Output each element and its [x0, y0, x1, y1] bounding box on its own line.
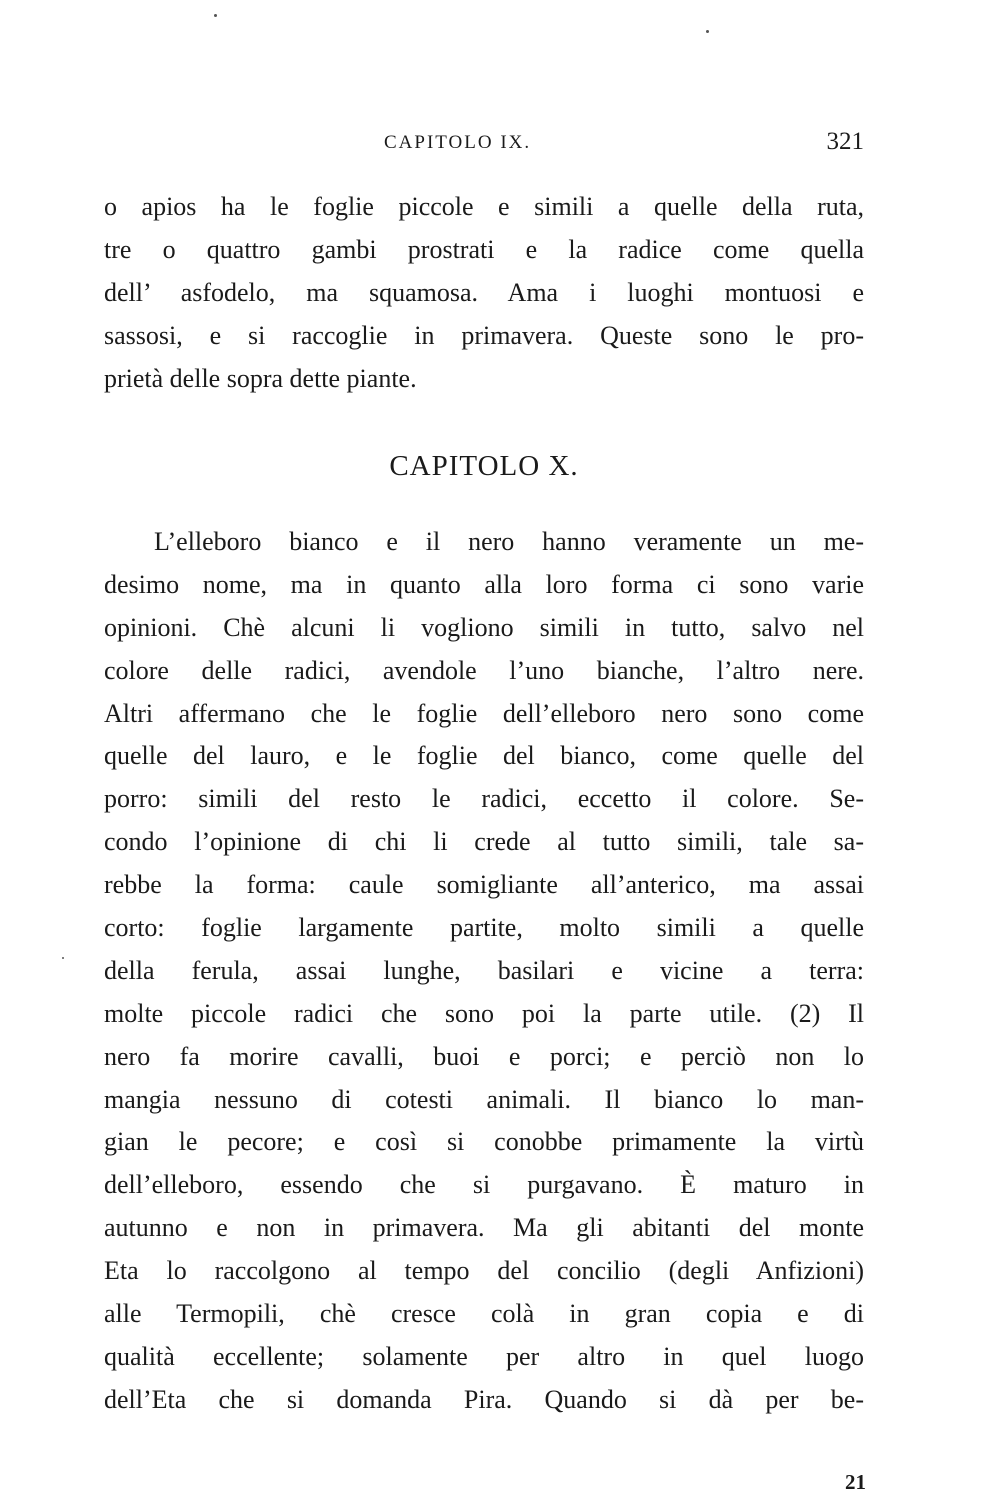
- text-line: tre o quattro gambi prostrati e la radice come quella: [104, 234, 864, 264]
- text-line: molte piccole radici che sono poi la parte utile. (2) Il: [104, 998, 864, 1028]
- paper-speck: [706, 30, 709, 33]
- text-line: colore delle radici, avendole l’uno bianche, l’altro nere.: [104, 655, 864, 685]
- text-line: Altri affermano che le foglie dell’elleboro nero sono come: [104, 698, 864, 728]
- text-line: qualità eccellente; solamente per altro in quel luogo: [104, 1341, 864, 1371]
- paragraph-main: [104, 521, 864, 1422]
- paragraph-continuation: [104, 186, 864, 400]
- text-line: quelle del lauro, e le foglie del bianco, come quelle del: [104, 741, 864, 771]
- text-line: mangia nessuno di cotesti animali. Il bianco lo man-: [104, 1084, 864, 1114]
- text-line: gian le pecore; e così si conobbe primamente la virtù: [104, 1127, 864, 1157]
- text-line: Eta lo raccolgono al tempo del concilio (degli Anfizioni): [104, 1256, 864, 1286]
- paper-speck: [214, 14, 217, 17]
- signature-mark: 21: [845, 1470, 866, 1494]
- running-title: CAPITOLO IX.: [384, 132, 532, 153]
- text-line: sassosi, e si raccoglie in primavera. Queste sono le pro-: [104, 320, 864, 350]
- text-line: alle Termopili, chè cresce colà in gran copia e di: [104, 1299, 864, 1329]
- text-line: dell’Eta che si domanda Pira. Quando si dà per be-: [104, 1384, 864, 1414]
- page-number: 321: [826, 128, 864, 155]
- text-line: nero fa morire cavalli, buoi e porci; e perciò non lo: [104, 1041, 864, 1071]
- chapter-heading: CAPITOLO X.: [389, 450, 579, 482]
- text-line: rebbe la forma: caule somigliante all’anterico, ma assai: [104, 870, 864, 900]
- text-line: dell’ asfodelo, ma squamosa. Ama i luoghi montuosi e: [104, 277, 864, 307]
- paper-speck: [62, 957, 64, 959]
- text-line: L’elleboro bianco e il nero hanno veramente un me-: [154, 527, 864, 556]
- running-head: [104, 128, 864, 164]
- text-line: dell’elleboro, essendo che si purgavano. È maturo in: [104, 1170, 864, 1200]
- text-line: corto: foglie largamente partite, molto simili a quelle: [104, 913, 864, 943]
- text-line: autunno e non in primavera. Ma gli abitanti del monte: [104, 1213, 864, 1243]
- text-line: opinioni. Chè alcuni li vogliono simili in tutto, salvo nel: [104, 612, 864, 642]
- text-line: porro: simili del resto le radici, eccetto il colore. Se-: [104, 784, 864, 814]
- text-line: prietà delle sopra dette piante.: [104, 363, 417, 393]
- text-line: desimo nome, ma in quanto alla loro forma ci sono varie: [104, 569, 864, 599]
- text-line: della ferula, assai lunghe, basilari e vicine a terra:: [104, 955, 864, 985]
- text-line: o apios ha le foglie piccole e simili a quelle della ruta,: [104, 192, 864, 221]
- text-line: condo l’opinione di chi li crede al tutto simili, tale sa-: [104, 827, 864, 857]
